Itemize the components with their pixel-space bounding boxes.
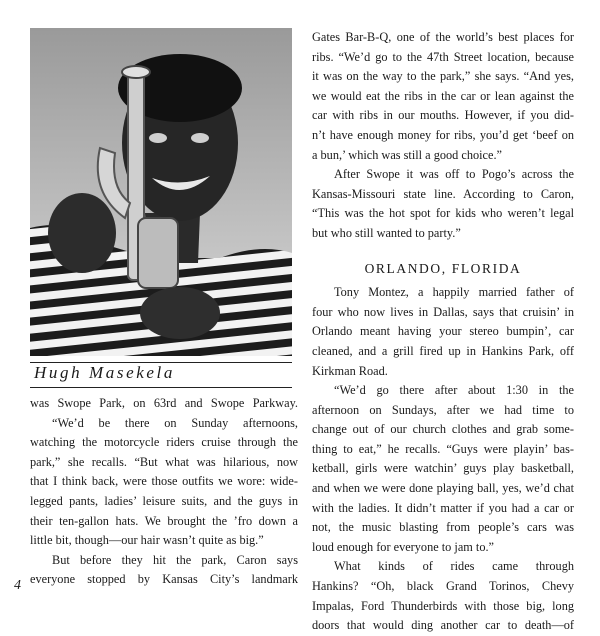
text-line: but who still wanted to party.” (312, 225, 461, 240)
text-line: ketball, girls were watchin’ guys play basketball, (312, 461, 574, 476)
text-line: it was on the way to the park,” she says. “And yes, (312, 69, 574, 84)
text-line: change out of our church clothes and grab some- (312, 422, 574, 437)
text-line: with the ladies. It didn’t matter if you had a car or (312, 500, 574, 515)
text-line: watching the motorcycle riders cruise through the (30, 435, 298, 450)
text-line: Tony Montez, a happily married father of (334, 285, 574, 300)
text-line: Gates Bar-B-Q, one of the world’s best places for (312, 30, 574, 44)
text-line: not, the music blasting from people’s cars was (312, 520, 574, 535)
section-heading: ORLANDO, FLORIDA (364, 260, 522, 276)
text-line: everyone stopped by Kansas City’s landmark (30, 572, 298, 587)
text-line: their ten-gallon hats. We brought the ’fro down a (30, 513, 298, 528)
text-line: a bun,’ which was still a good choice.” (312, 147, 502, 162)
text-line: car with ribs in our mouths. However, if you did- (312, 108, 574, 123)
text-line: that I think back, were those outfits we wore: wide- (30, 474, 298, 489)
text-line: “This was the hot spot for kids who weren’t legal (312, 206, 574, 221)
text-line: legged pants, ladies’ leisure suits, and the guys in (30, 493, 298, 508)
photo (30, 28, 292, 356)
text-line: ribs. “We’d go to the 47th Street location, because (312, 49, 574, 64)
text-line: After Swope it was off to Pogo’s across the (334, 167, 574, 182)
text-line: Impalas, Ford Thunderbirds with those big, long (312, 598, 574, 613)
text-line: we would eat the ribs in the car or lean against the (312, 88, 574, 103)
text-line: four who now lives in Dallas, says that cruisin’ in (312, 304, 574, 319)
text-line: What kinds of rides came through (334, 559, 574, 574)
text-line: Orlando meant having your stereo bumpin’, car (312, 324, 574, 339)
text-line: and when we were done playing ball, yes, we’d chat (312, 481, 574, 496)
text-line: Hankins? “Oh, black Grand Torinos, Chevy (312, 579, 574, 594)
text-line: “We’d be there on Sunday afternoons, (52, 415, 298, 430)
text-line: afternoon on Sundays, after we had time to (312, 402, 574, 417)
text-line: “We’d go there after about 1:30 in the (334, 383, 574, 398)
text-line: was Swope Park, on 63rd and Swope Parkway. (30, 396, 298, 410)
text-line: Kirkman Road. (312, 363, 388, 378)
text-line: n’t have enough money for ribs, you’d get ‘beef on (312, 127, 574, 142)
text-line: cleaned, and a grill fired up in Hankins Park, off (312, 343, 574, 358)
text-line: thing to eat,” he recalls. “Guys were playin’ bas- (312, 441, 574, 456)
left-column (30, 394, 298, 590)
text-line: Kansas-Missouri state line. According to Caron, (312, 186, 574, 201)
page-number: 4 (14, 578, 21, 593)
right-column (312, 28, 574, 636)
text-line: little bit, though—our hair wasn’t quite as big.” (30, 533, 264, 548)
photo-caption: Hugh Masekela (34, 363, 175, 382)
text-line: But before they hit the park, Caron says (52, 552, 298, 567)
caption-bottom-rule (30, 387, 292, 388)
text-line: loud enough for everyone to jam to.” (312, 539, 495, 554)
text-line: park,” she recalls. “But what was hilarious, now (30, 454, 298, 469)
text-line: doors that would ding another car to death—of (312, 618, 574, 633)
photo-of-trumpet-player-icon (30, 28, 292, 356)
